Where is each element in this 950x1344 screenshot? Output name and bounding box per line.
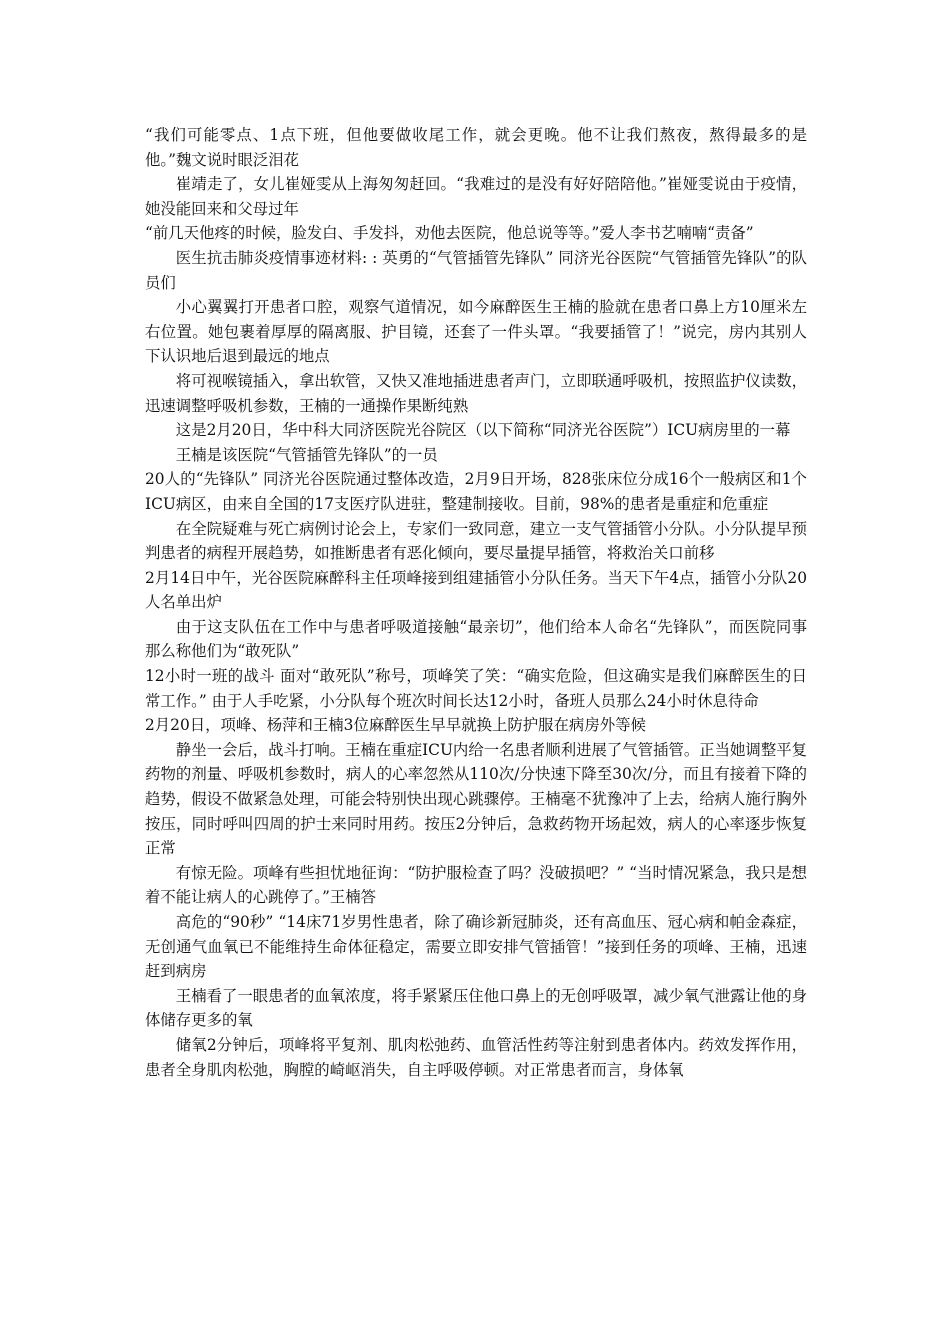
paragraph: 在全院疑难与死亡病例讨论会上，专家们一致同意，建立一支气管插管小分队。小分队提早预判患者的病程开展趋势，如推断患者有恶化倾向，要尽量提早插管，将救治关口前移 [145,519,807,563]
paragraph: 高危的“90秒” “14床71岁男性患者，除了确诊新冠肺炎，还有高血压、冠心病和帕金森症，无创通气血氧已不能维持生命体征稳定，需要立即安排气管插管！”接到任务的项峰、王楠，迅速赶到病房 [145,913,807,981]
paragraph: “前几天他疼的时候，脸发白、手发抖，劝他去医院，他总说等等。”爱人李书艺喃喃“责备” [145,224,754,243]
paragraph: 2月14日中午，光谷医院麻醉科主任项峰接到组建插管小分队任务。当天下午4点，插管小分队20人名单出炉 [145,568,807,612]
paragraph: 20人的“先锋队” 同济光谷医院通过整体改造，2月9日开场，828张床位分成16个一般病区和1个ICU病区，由来自全国的17支医疗队进驻，整建制接收。目前，98%的患者是重症和危重症 [145,470,807,513]
paragraph: 小心翼翼打开患者口腔，观察气道情况，如今麻醉医生王楠的脸就在患者口鼻上方10厘米左右位置。她包裹着厚厚的隔离服、护目镜，还套了一件头罩。“我要插管了！”说完，房内其别人下认识地后退到最远的地点 [145,298,807,366]
paragraph: 静坐一会后，战斗打响。王楠在重症ICU内给一名患者顺利进展了气管插管。正当她调整平复药物的剂量、呼吸机参数时，病人的心率忽然从110次/分快速下降至30次/分，而且有接着下降的趋势，假设不做紧急处理，可能会特别快出现心跳骤停。王楠毫不犹豫冲了上去，给病人施行胸外按压，同时呼叫四周的护士来同时用药。按压2分钟后，急救药物开场起效，病人的心率逐步恢复正常 [145,740,807,858]
paragraph: 崔靖走了，女儿崔娅雯从上海匆匆赶回。“我难过的是没有好好陪陪他。”崔娅雯说由于疫情，她没能回来和父母过年 [145,175,807,218]
paragraph: “我们可能零点、1点下班，但他要做收尾工作，就会更晚。他不让我们熬夜，熬得最多的是他。”魏文说时眼泛泪花 [145,126,807,169]
paragraph: 有惊无险。项峰有些担忧地征询：“防护服检查了吗？没破损吧？” “当时情况紧急，我只是想着不能让病人的心跳停了。”王楠答 [145,863,807,907]
paragraph: 王楠是该医院“气管插管先锋队”的一员 [175,445,438,464]
paragraph: 王楠看了一眼患者的血氧浓度，将手紧紧压住他口鼻上的无创呼吸罩，减少氧气泄露让他的身体储存更多的氧 [145,986,807,1030]
paragraph: 12小时一班的战斗 面对“敢死队”称号，项峰笑了笑：“确实危险，但这确实是我们麻醉医生的日常工作。” 由于人手吃紧，小分队每个班次时间长达12小时，备班人员那么24小时休息待命 [145,667,807,710]
paragraph: 这是2月20日，华中科大同济医院光谷院区（以下简称“同济光谷医院”）ICU病房里的一幕 [175,421,791,440]
paragraph: 储氧2分钟后，项峰将平复剂、肌肉松弛药、血管活性药等注射到患者体内。药效发挥作用，患者全身肌肉松弛，胸膛的崎岖消失，自主呼吸停顿。对正常患者而言，身体氧 [145,1035,807,1079]
document-body [145,123,807,1082]
paragraph: 由于这支队伍在工作中与患者呼吸道接触“最亲切”，他们给本人命名“先锋队”，而医院同事那么称他们为“敢死队” [145,617,807,661]
paragraph: 医生抗击肺炎疫情事迹材料: : 英勇的“气管插管先锋队” 同济光谷医院“气管插管先锋队”的队员们 [145,248,807,292]
paragraph: 将可视喉镜插入，拿出软管，又快又准地插进患者声门，立即联通呼吸机，按照监护仪读数，迅速调整呼吸机参数，王楠的一通操作果断纯熟 [145,371,807,415]
paragraph: 2月20日，项峰、杨萍和王楠3位麻醉医生早早就换上防护服在病房外等候 [145,716,646,735]
